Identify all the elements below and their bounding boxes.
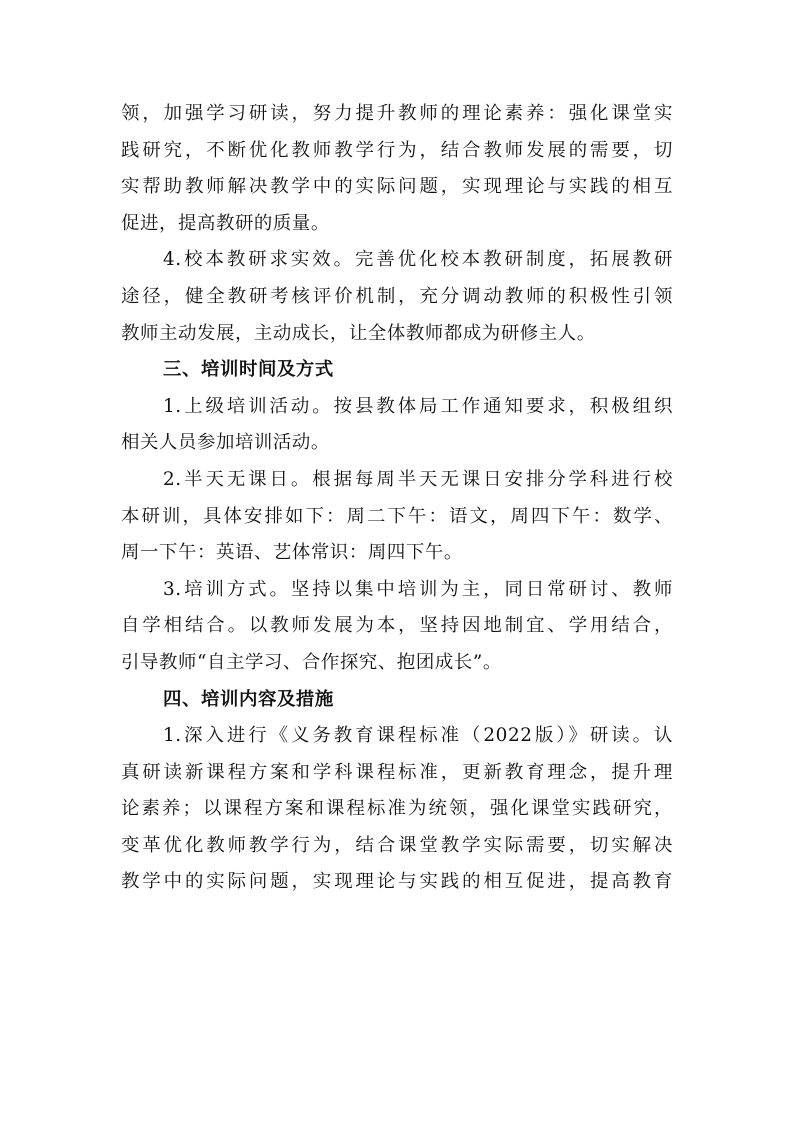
paragraph — [121, 462, 673, 572]
paragraph-line: 变革优化教师教学行为，结合课堂教学实际需要，切实解决 — [121, 834, 673, 856]
section-heading: 四、培训内容及措施 — [163, 688, 334, 710]
paragraph-line: 自学相结合。以教师发展为本，坚持因地制宜、学用结合， — [121, 615, 673, 637]
paragraph-line: 实帮助教师解决教学中的实际问题，实现理论与实践的相互 — [121, 176, 673, 198]
paragraph-line: 真研读新课程方案和学科课程标准，更新教育理念，提升理 — [121, 761, 673, 783]
paragraph-line: 本研训，具体安排如下：周二下午：语文，周四下午：数学、 — [121, 505, 673, 527]
paragraph-line: 1.上级培训活动。按县教体局工作通知要求，积极组织 — [163, 395, 673, 417]
paragraph-line: 教师主动发展，主动成长，让全体教师都成为研修主人。 — [121, 322, 596, 344]
paragraph-line: 3.培训方式。坚持以集中培训为主，同日常研讨、教师 — [163, 578, 673, 600]
paragraph-line: 2.半天无课日。根据每周半天无课日安排分学科进行校 — [163, 468, 673, 490]
paragraph-line: 教学中的实际问题，实现理论与实践的相互促进，提高教育 — [121, 871, 673, 893]
paragraph — [121, 96, 673, 242]
paragraph-line: 践研究，不断优化教师教学行为，结合教师发展的需要，切 — [121, 139, 673, 161]
paragraph-line: 周一下午：英语、艺体常识：周四下午。 — [121, 542, 463, 564]
paragraph-line: 4.校本教研求实效。完善优化校本教研制度，拓展教研 — [163, 249, 673, 271]
paragraph — [121, 242, 673, 352]
paragraph — [121, 718, 673, 901]
paragraph — [121, 389, 673, 462]
paragraph-line: 领，加强学习研读，努力提升教师的理论素养：强化课堂实 — [121, 103, 673, 124]
paragraph-line: 途径，健全教研考核评价机制，充分调动教师的积极性引领 — [121, 285, 673, 307]
paragraph-line: 引导教师“自主学习、合作探究、抱团成长”。 — [121, 651, 502, 673]
paragraph-line: 1.深入进行《义务教育课程标准（2022版）》研读。认 — [163, 725, 673, 747]
paragraph-line: 论素养；以课程方案和课程标准为统领，强化课堂实践研究， — [121, 798, 673, 820]
paragraph-line: 促进，提高教研的质量。 — [121, 212, 330, 234]
section-heading: 三、培训时间及方式 — [163, 359, 334, 381]
paragraph-line: 相关人员参加培训活动。 — [121, 432, 330, 454]
paragraph — [121, 572, 673, 682]
document-body — [121, 96, 673, 901]
